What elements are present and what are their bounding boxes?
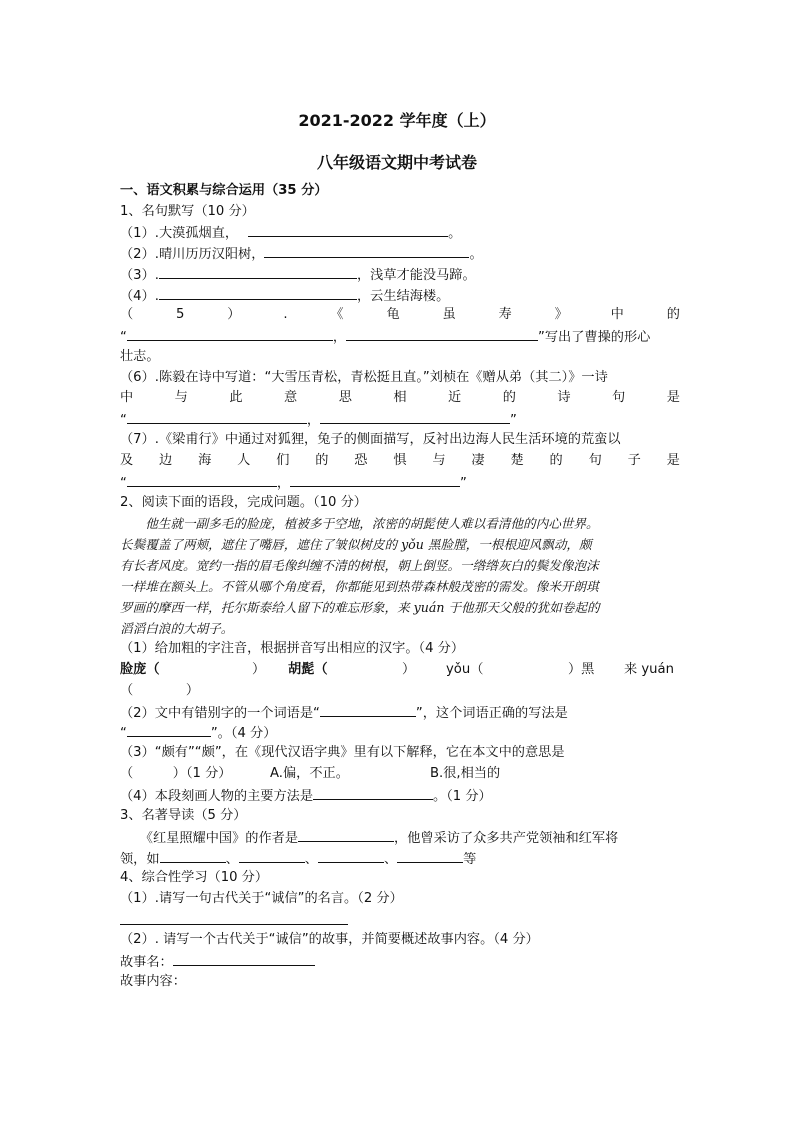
q2-sub1-tail: （ ） (120, 683, 200, 698)
q2-sub3: （3）“颇有”“颇”，在《现代汉语字典》里有以下解释，它在本文中的意思是 (120, 745, 565, 760)
token: yǒu（ (446, 662, 484, 677)
answer-blank[interactable] (160, 848, 226, 863)
q4-sub1: （1）.请写一句古代关于“诚信”的名言。（2 分） (120, 891, 403, 906)
q1-line6a: （6）.陈毅在诗中写道：“大雪压青松，青松挺且直。”刘桢在《赠从弟（其二）》一诗 (120, 370, 608, 385)
q4-story-content: 故事内容： (120, 974, 186, 989)
token: 相 (393, 390, 407, 405)
text: （2）文中有错别字的一个词语是“ (120, 706, 320, 721)
quote-close: ”写出了曹操的形心 (538, 330, 651, 345)
token: ） (252, 662, 266, 677)
q3-title: 3、名著导读（5 分） (120, 808, 247, 823)
token: 来 yuán (624, 662, 674, 677)
answer-blank[interactable] (127, 409, 307, 424)
comma: ， (276, 476, 291, 491)
answer-blank[interactable] (120, 910, 348, 925)
token: 海 (198, 453, 212, 468)
q1-line5b (120, 326, 680, 348)
token: 的 (666, 307, 680, 322)
q1-line2-text: （2）.晴川历历汉阳树， (120, 247, 265, 262)
q1-line7c (120, 472, 680, 494)
quote-open: “ (120, 726, 127, 741)
answer-blank[interactable] (127, 472, 277, 487)
quote-open: “ (120, 413, 127, 428)
quote-close: ”。（4 分） (210, 726, 277, 741)
token: 子 (627, 453, 641, 468)
answer-blank[interactable] (159, 285, 357, 300)
answer-blank[interactable] (264, 243, 469, 258)
answer-blank[interactable] (298, 827, 394, 842)
token: 5 (176, 307, 185, 322)
quote-open: “ (120, 476, 127, 491)
q1-line7a: （7）.《梁甫行》中通过对狐狸，兔子的侧面描写，反衬出边海人民生活环境的荒蛮以 (120, 432, 621, 447)
separator: 、 (383, 852, 398, 867)
passage-line: 他生就一副多毛的脸庞，植被多于空地，浓密的胡髭使人难以看清他的内心世界。 (120, 516, 599, 531)
token: 的 (549, 453, 563, 468)
token: 胡髭（ (288, 662, 328, 677)
q1-line6b (120, 388, 680, 408)
q2-sub4 (120, 785, 680, 807)
q2-sub1: （1）给加粗的字注音，根据拼音写出相应的汉字。（4 分） (120, 641, 465, 656)
quote-open: “ (120, 330, 127, 345)
answer-blank[interactable] (239, 848, 305, 863)
token: 》 (554, 307, 568, 322)
passage-line: 有长者风度。宽约一指的眉毛像纠缠不清的树根，朝上倒竖。一绺绺灰白的鬓发像泡沫 (120, 558, 599, 573)
q1-line1-text: （1）.大漠孤烟直， (120, 226, 239, 241)
q1-line1-end: 。 (448, 226, 462, 241)
answer-blank[interactable] (127, 722, 211, 737)
q4-title: 4、综合性学习（10 分） (120, 870, 269, 885)
token: 此 (229, 390, 243, 405)
q1-line4 (120, 285, 680, 307)
token: 诗 (557, 390, 571, 405)
token: 边 (159, 453, 173, 468)
token: 与 (432, 453, 446, 468)
token: 寿 (498, 307, 512, 322)
quote-close: ” (460, 476, 467, 491)
passage-line: 罗画的摩西一样，托尔斯泰给人留下的难忘形象，来 yuán 于他那天父般的犹如卷起的 (120, 600, 600, 615)
token: . (283, 307, 288, 322)
token: 虽 (442, 307, 456, 322)
token: 句 (588, 453, 602, 468)
answer-blank[interactable] (346, 326, 538, 341)
token: 们 (276, 453, 290, 468)
text: 等 (463, 852, 477, 867)
q2-sub2b (120, 722, 680, 744)
token: 《 (330, 307, 344, 322)
token: 是 (666, 390, 680, 405)
token: 的 (502, 390, 516, 405)
q1-line3-post: ，浅草才能没马蹄。 (356, 268, 476, 283)
answer-blank[interactable] (248, 222, 448, 237)
token: 思 (338, 390, 352, 405)
q2-sub2 (120, 702, 680, 724)
token: 中 (120, 390, 134, 405)
token: 近 (448, 390, 462, 405)
year-title: 2021-2022 学年度（上） (298, 111, 496, 130)
text: ，他曾采访了众多共产党领袖和红军将 (394, 831, 619, 846)
q1-line3 (120, 264, 680, 286)
answer-blank[interactable] (127, 326, 333, 341)
separator: 、 (225, 852, 239, 867)
text: （4）本段刻画人物的主要方法是 (120, 789, 314, 804)
answer-blank[interactable] (313, 785, 433, 800)
q1-line4-pre: （4）. (120, 289, 159, 304)
token: 凄 (471, 453, 485, 468)
text: ”，这个词语正确的写法是 (415, 706, 568, 721)
q1-line4-post: ，云生结海楼。 (356, 289, 450, 304)
q1-line5c: 壮志。 (120, 349, 160, 364)
q1-line6c (120, 409, 680, 431)
token: 与 (174, 390, 188, 405)
quote-close: ” (510, 413, 517, 428)
token: 龟 (386, 307, 400, 322)
q1-title: 1、名句默写（10 分） (120, 204, 255, 219)
token: ）黑 (568, 662, 595, 677)
answer-blank[interactable] (397, 848, 463, 863)
exam-title: 八年级语文期中考试卷 (316, 153, 477, 172)
comma: ， (306, 413, 321, 428)
answer-blank[interactable] (318, 848, 384, 863)
answer-blank[interactable] (159, 264, 357, 279)
q4-sub2: （2）. 请写一个古代关于“诚信”的故事，并简要概述故事内容。（4 分） (120, 932, 539, 947)
passage-line: 滔滔白浪的大胡子。 (120, 621, 234, 636)
answer-paren[interactable]: （ ）（1 分） (120, 766, 232, 781)
answer-blank[interactable] (290, 472, 460, 487)
token: 是 (666, 453, 680, 468)
q1-line2-end: 。 (469, 247, 483, 262)
answer-blank[interactable] (173, 951, 315, 966)
q1-line1 (120, 222, 680, 244)
token: 人 (237, 453, 251, 468)
q2-title: 2、阅读下面的语段，完成问题。（10 分） (120, 495, 367, 510)
q1-line7b (120, 451, 680, 471)
token: 的 (315, 453, 329, 468)
option-a: A.偏，不正。 (270, 766, 349, 781)
token: 脸庞（ (120, 662, 160, 677)
token: 中 (610, 307, 624, 322)
q3-line1 (120, 827, 680, 849)
passage-line: 一样堆在额头上。不管从哪个角度看，你都能见到热带森林般茂密的需发。像米开朗琪 (120, 579, 599, 594)
option-b: B.很,相当的 (430, 766, 501, 781)
token: 恐 (354, 453, 368, 468)
token: ） (227, 307, 241, 322)
token: 及 (120, 453, 134, 468)
q1-line2 (120, 243, 680, 265)
text: 领，如 (120, 852, 160, 867)
label: 故事名： (120, 955, 173, 970)
token: 意 (284, 390, 298, 405)
passage-line: 长鬓覆盖了两颊，遮住了嘴唇，遮住了皱似树皮的 yǒu 黑脸膛，一根根迎风飘动，颇 (120, 537, 592, 552)
comma: ， (332, 330, 347, 345)
text: 。（1 分） (433, 789, 492, 804)
q4-story-name (120, 951, 680, 973)
part1-heading: 一、语文积累与综合运用（35 分） (120, 183, 328, 198)
q1-line5 (120, 305, 680, 325)
q1-line3-pre: （3）. (120, 268, 159, 283)
answer-blank[interactable] (320, 702, 416, 717)
token: （ (120, 307, 134, 322)
q3-line2 (120, 848, 680, 870)
text: 《红星照耀中国》的作者是 (120, 831, 299, 846)
token: 惧 (393, 453, 407, 468)
q4-sub1-answer (120, 910, 680, 932)
token: 楚 (510, 453, 524, 468)
token: ） (402, 662, 416, 677)
answer-blank[interactable] (320, 409, 510, 424)
token: 句 (612, 390, 626, 405)
separator: 、 (304, 852, 318, 867)
